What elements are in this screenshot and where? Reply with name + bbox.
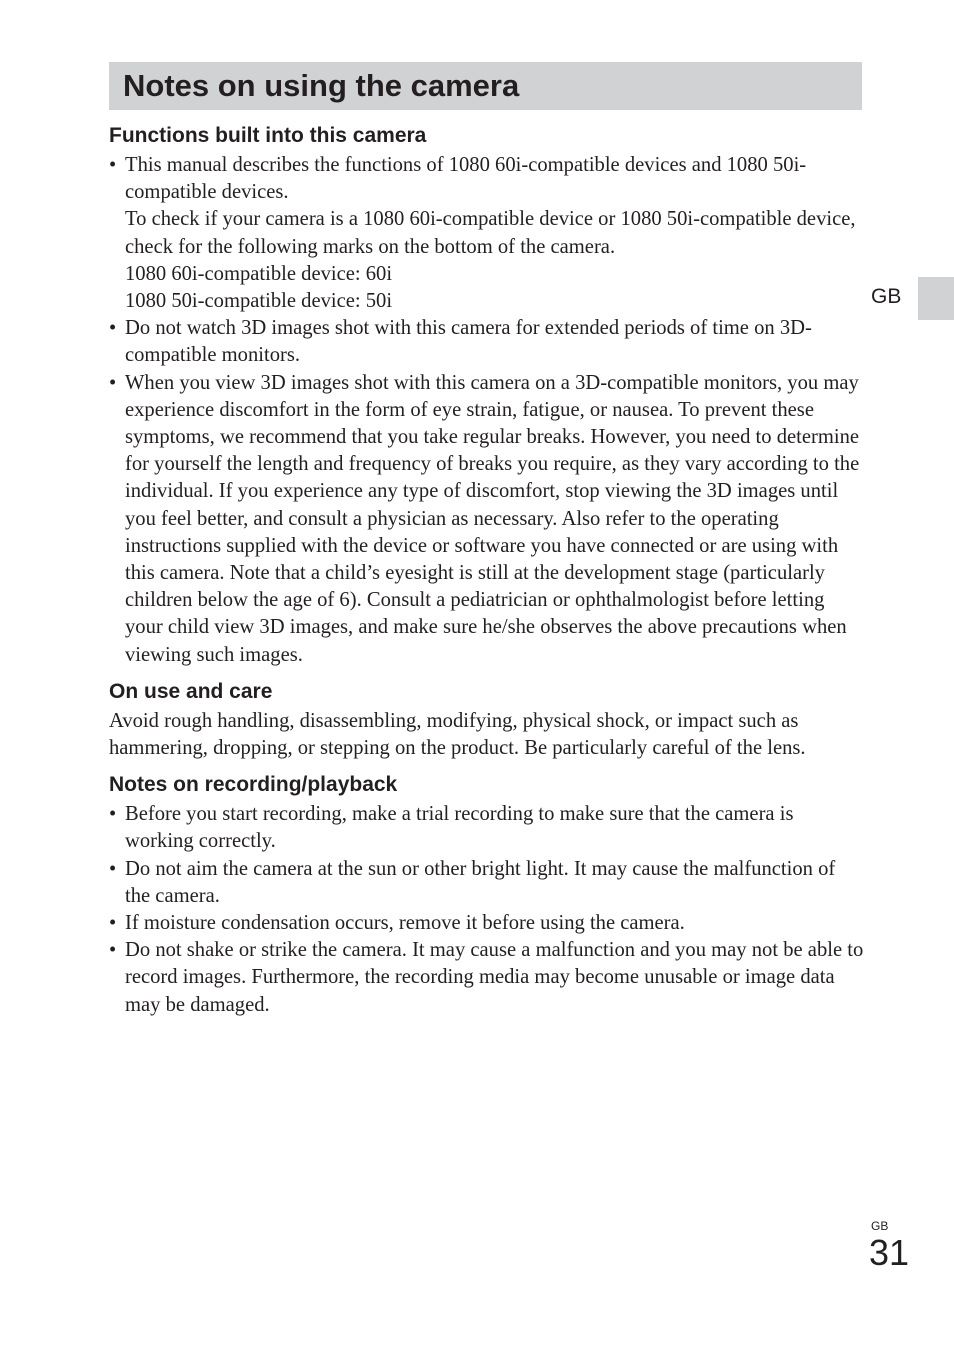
page-title: Notes on using the camera — [123, 68, 520, 103]
bullet-text: • Before you start recording, make a trial recording to make sure that the camera is working correctly. — [125, 803, 794, 853]
bullet-text: • When you view 3D images shot with this camera on a 3D-compatible monitors, you may experience discomfort in the form of eye strain, fatigue, or nausea. To prevent these symptoms, we recommend that you take regular breaks. However, you need to determine for yourself the length and frequency of breaks you require, as they vary according to the individual. If you experience any type of discomfort, stop viewing the 3D images until you feel better, and consult a physician as necessary. Also refer to the operating instructions supplied with the device or software you have connected or are using with this camera. Note that a child’s eyesight is still at the development stage (particularly children below the age of 6). Consult a pediatrician or ophthalmologist before letting your child view 3D images, and make sure he/she observes the above precautions when viewing such images. — [125, 371, 860, 666]
bullet-text: 1080 60i-compatible device: 60i — [125, 262, 393, 285]
section-paragraph: Avoid rough handling, disassembling, modifying, physical shock, or impact such as hammering, dropping, or stepping on the product. Be particularly careful of the lens. — [109, 709, 806, 760]
bullet-text: • If moisture condensation occurs, remove it before using the camera. — [125, 912, 685, 935]
side-tab-label: GB — [871, 285, 902, 308]
bullet-list — [109, 152, 865, 669]
list-item — [109, 910, 865, 937]
page-number: 31 — [869, 1232, 910, 1273]
list-item — [109, 937, 865, 1019]
section-use-and-care — [109, 677, 865, 762]
bullet-text: • Do not watch 3D images shot with this camera for extended periods of time on 3D-compatible monitors. — [125, 317, 812, 367]
bullet-text: • Do not aim the camera at the sun or other bright light. It may cause the malfunction of the camera. — [125, 857, 836, 907]
bullet-text: • Do not shake or strike the camera. It may cause a malfunction and you may not be able to record images. Furthermore, the recording media may become unusable or image data may be damaged. — [125, 939, 864, 1016]
section-heading: Notes on recording/playback — [109, 773, 398, 797]
title-bar — [109, 62, 862, 110]
list-item — [109, 801, 865, 855]
bullet-text: • This manual describes the functions of 1080 60i-compatible devices and 1080 50i-compatible devices. — [125, 154, 807, 204]
bullet-text: To check if your camera is a 1080 60i-compatible device or 1080 50i-compatible device, check for the following marks on the bottom of the camera. — [125, 208, 856, 258]
bullet-text: 1080 50i-compatible device: 50i — [125, 290, 393, 313]
main-content — [109, 121, 865, 1019]
section-functions — [109, 121, 865, 669]
list-item — [109, 152, 865, 315]
side-tab-marker — [918, 277, 954, 320]
section-heading: On use and care — [109, 679, 273, 703]
section-heading: Functions built into this camera — [109, 124, 427, 147]
list-item — [109, 856, 865, 910]
list-item — [109, 315, 865, 369]
footer-region-label: GB — [871, 1219, 889, 1233]
bullet-list — [109, 801, 865, 1019]
list-item — [109, 370, 865, 669]
section-recording-playback — [109, 770, 865, 1019]
